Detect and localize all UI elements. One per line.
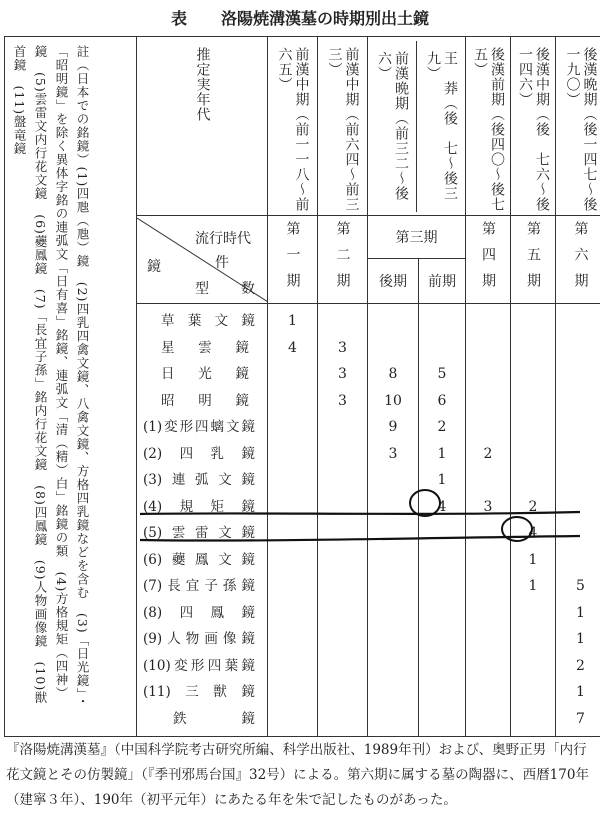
count-cell [268,600,317,627]
count-cell [318,414,367,441]
count-cell [318,308,367,335]
count-cell [511,626,555,653]
table-title-text: 洛陽焼溝漢墓の時期別出土鏡 [221,9,430,28]
mirror-type: (9)人物画像鏡 [143,631,255,647]
count-cell [511,388,555,415]
diag-ken: 件 [215,255,229,271]
mirror-type: (2)四乳鏡 [143,445,255,462]
count-cell: 4 [437,498,447,515]
count-cell [511,679,555,706]
count-cell [466,520,510,547]
count-cell [556,520,600,547]
diagonal-header [137,216,268,304]
count-cell [318,573,367,600]
count-cell [466,467,510,494]
count-cell [556,388,600,415]
count-cell [318,706,367,733]
count-cell: 10 [384,392,402,409]
phase-2: 第二期 [318,216,368,304]
phase3-early-counts [419,304,466,737]
phase3-late-counts [368,304,419,737]
era-cell-1: 前漢中期（前一一八～前六五） [268,37,318,216]
phase-1: 第一期 [268,216,318,304]
count-cell [368,308,418,335]
count-cell [268,388,317,415]
era-cell-4: 王 莽（後 七～後三九） [425,50,458,201]
phase1-counts [268,304,318,737]
count-cell [318,494,367,521]
count-cell [419,308,465,335]
count-cell [511,361,555,388]
count-cell: 1 [576,684,585,700]
notes-text: 註（日本での銘鏡）(1)四虺（虺）鏡 (2)四乳四禽文鏡、八禽文鏡、方格四乳鏡などを含む (3)「日光鏡」・「昭明鏡」を除く異体字銘の連弧文「日有喜」銘鏡、連弧文「清（精）白」銘鏡の類 (4)方格規矩（四神）鏡 (5)雲雷文内行花文鏡 (6)虁鳳鏡 (7)「長宜子孫」銘内行花文鏡 (8)四鳳鏡 (9)人物画像鏡 (10)獣首鏡 (11)盤竜鏡 [12,45,90,709]
count-cell [511,653,555,680]
count-cell [556,308,600,335]
count-cell [268,467,317,494]
mirror-type: (5)雲雷文鏡 [143,525,255,541]
diag-kagami: 鏡 [147,259,161,275]
era-header [137,37,268,216]
count-cell: 7 [576,710,585,727]
count-cell [556,335,600,362]
count-cell: 5 [576,578,585,594]
count-cell [368,706,418,733]
count-cell [511,600,555,627]
count-cell [318,626,367,653]
count-cell [419,520,465,547]
footer-note [6,738,596,813]
count-cell [419,679,465,706]
phase-4: 第四期 [466,216,511,304]
count-cell [556,547,600,574]
phase-3-late: 後期 [368,259,419,304]
count-cell [556,467,600,494]
count-cell [368,653,418,680]
mirror-type-column [137,304,268,737]
mirror-type: 鉄鏡 [173,710,255,727]
count-cell [466,679,510,706]
phase-3: 第三期 [368,216,466,259]
notes-column [5,37,137,737]
mirror-type: (6)虁鳳文鏡 [143,551,255,568]
count-cell [466,626,510,653]
count-cell [268,653,317,680]
count-cell [368,467,418,494]
count-cell: 1 [576,604,585,621]
count-cell [318,600,367,627]
period-label: 流行時代 [195,231,251,247]
mirror-type: 星雲鏡 [161,339,249,356]
count-cell [318,441,367,468]
count-cell: 4 [288,339,297,356]
count-cell [368,573,418,600]
phase-6: 第六期 [556,216,600,304]
diag-kazu: 数 [241,281,255,297]
count-cell: 2 [576,657,585,674]
count-cell: 3 [338,339,347,356]
count-cell [268,706,317,733]
count-cell: 9 [388,419,398,435]
count-cell [318,679,367,706]
count-cell [368,547,418,574]
count-cell [318,520,367,547]
era-cell-3: 前漢晩期（前三二～後 六） [376,50,409,216]
count-cell [511,706,555,733]
diag-kata: 型 [195,281,209,297]
count-cell: 3 [388,445,398,462]
count-cell [368,679,418,706]
mirror-type: (3)連弧文鏡 [143,472,255,488]
count-cell [419,706,465,733]
count-cell [511,467,555,494]
count-cell [466,600,510,627]
mirror-type: (7)長宜子孫鏡 [143,578,255,594]
count-cell: 3 [483,498,493,515]
mirror-type: (8)四鳳鏡 [143,604,255,621]
count-cell: 1 [288,313,297,329]
phase5-counts [511,304,556,737]
count-cell [466,308,510,335]
count-cell: 3 [338,366,347,382]
count-cell [368,626,418,653]
era-cell-5: 後漢前期（後四〇～後七五） [466,37,511,216]
mirror-type: (10)変形四葉鏡 [143,657,255,674]
count-cell [466,335,510,362]
count-cell: 1 [528,578,538,594]
era-cell-2: 前漢中期（前六四～前三三） [318,37,368,216]
count-cell: 1 [576,631,585,647]
count-cell [556,361,600,388]
count-cell [556,494,600,521]
count-cell [368,335,418,362]
count-cell [318,653,367,680]
count-cell [268,414,317,441]
count-cell [368,494,418,521]
count-cell: 1 [437,445,447,462]
era-cell-3-4 [368,37,466,216]
count-cell [511,308,555,335]
count-cell [419,626,465,653]
count-cell [368,600,418,627]
count-cell: 3 [338,392,347,409]
count-cell: 8 [388,366,398,382]
mirror-type: 昭明鏡 [161,392,249,409]
count-cell [318,547,367,574]
count-cell: 2 [483,445,493,462]
count-cell [268,679,317,706]
count-cell [268,494,317,521]
phase6-counts [556,304,600,737]
count-cell [268,441,317,468]
mirror-type: 日光鏡 [161,366,249,382]
count-cell [419,573,465,600]
count-cell: 2 [437,419,447,435]
count-cell: 4 [528,525,538,541]
table-label: 表 [170,9,187,28]
count-cell [268,520,317,547]
count-cell: 1 [437,472,447,488]
count-cell [466,573,510,600]
count-cell [556,441,600,468]
mirror-type: (4)規矩鏡 [143,498,255,515]
count-cell [268,626,317,653]
count-cell [419,600,465,627]
mirror-table [4,36,600,737]
count-cell: 5 [437,366,447,382]
count-cell [419,547,465,574]
count-cell [511,414,555,441]
phase-3-early: 前期 [419,259,466,304]
count-cell: 2 [528,498,538,515]
count-cell [466,547,510,574]
footer-text: 『洛陽焼溝漢墓』（中国科学院考古研究所編、科学出版社、1989年刊）および、奥野正男「内行花文鏡とその仿製鏡」（『季刊邪馬台国』32号）による。第六期に属する墓の陶器に、西暦170年（建寧３年）、190年（初平元年）にあたる年を朱で記したものがあった。 [6,742,589,808]
count-cell [419,653,465,680]
count-cell [268,547,317,574]
count-cell [318,467,367,494]
phase-5: 第五期 [511,216,556,304]
count-cell [511,441,555,468]
count-cell [556,414,600,441]
mirror-type: 草葉文鏡 [161,313,255,329]
mirror-type: (1)変形四螭文鏡 [143,419,255,435]
era-cell-6: 後漢中期（後 七六～後一四六） [511,37,556,216]
count-cell [466,388,510,415]
count-cell [466,361,510,388]
phase4-counts [466,304,511,737]
count-cell: 1 [528,551,538,568]
count-cell [268,573,317,600]
count-cell [466,653,510,680]
count-cell: 6 [437,392,447,409]
count-cell [511,335,555,362]
count-cell [419,335,465,362]
count-cell [466,706,510,733]
phase2-counts [318,304,368,737]
count-cell [368,520,418,547]
era-cell-7: 後漢晩期（後一四七～後一九〇） [556,37,600,216]
mirror-type: (11)三獣鏡 [143,684,255,700]
table-title [0,6,600,29]
count-cell [466,414,510,441]
count-cell [268,361,317,388]
era-label: 推定実年代 [194,47,211,122]
